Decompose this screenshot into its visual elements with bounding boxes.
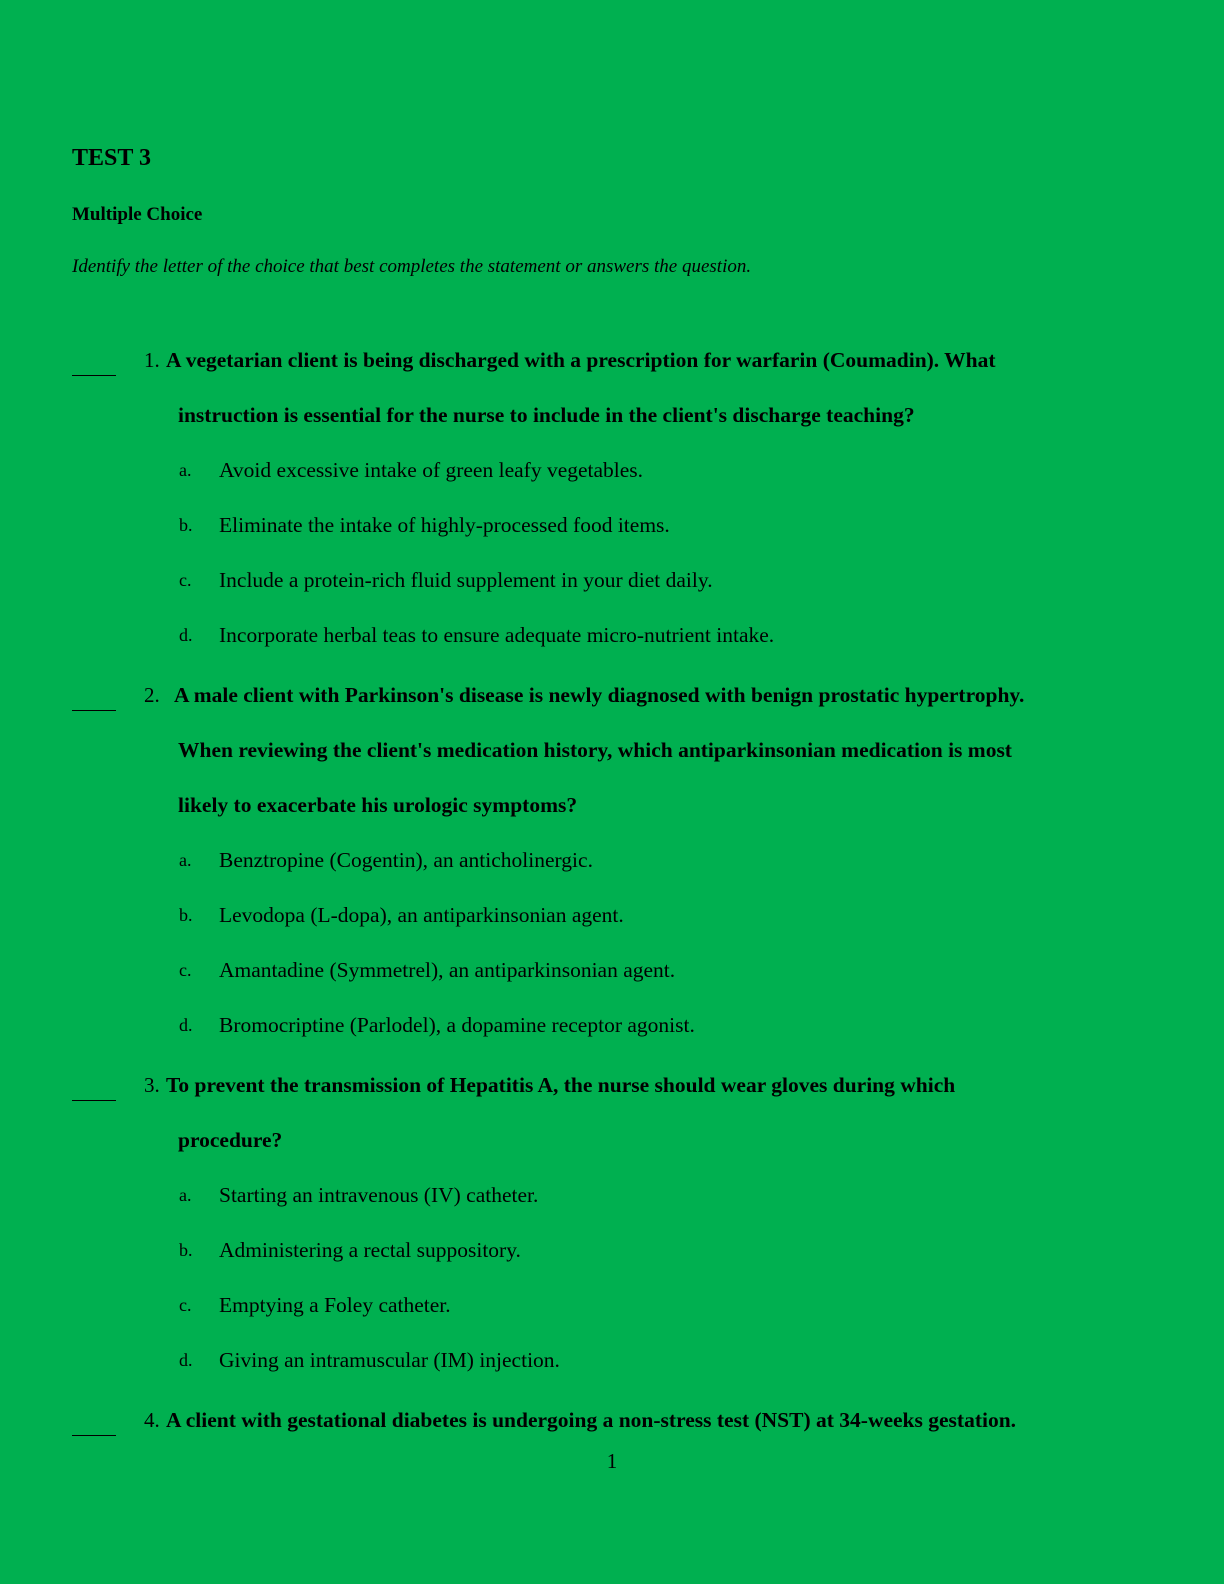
choice-c	[179, 1290, 1119, 1345]
choice-text: Include a protein-rich fluid supplement in your diet daily.	[219, 568, 713, 592]
stem-line: To prevent the transmission of Hepatitis A, the nurse should wear gloves during which	[166, 1073, 956, 1097]
choice-c	[179, 565, 1119, 620]
choice-letter: c.	[179, 960, 192, 980]
choice-text: Administering a rectal suppository.	[219, 1238, 521, 1262]
choice-text: Emptying a Foley catheter.	[219, 1293, 451, 1317]
choice-letter: a.	[179, 460, 192, 480]
choice-d	[179, 620, 1119, 675]
choice-d	[179, 1345, 1119, 1400]
answer-blank[interactable]	[72, 1405, 116, 1436]
choice-text: Incorporate herbal teas to ensure adequate micro-nutrient intake.	[219, 623, 775, 647]
choice-letter: a.	[179, 1185, 192, 1205]
choice-text: Starting an intravenous (IV) catheter.	[219, 1183, 539, 1207]
question-stem	[166, 345, 1176, 455]
page-number: 1	[606, 1449, 618, 1473]
answer-blank[interactable]	[72, 345, 116, 376]
answer-blank[interactable]	[72, 1070, 116, 1101]
stem-line: instruction is essential for the nurse to include in the client's discharge teaching?	[178, 403, 915, 427]
stem-line: A male client with Parkinson's disease is newly diagnosed with benign prostatic hypertrophy.	[174, 683, 1025, 707]
question-number: 2.	[144, 683, 160, 707]
stem-line: procedure?	[178, 1128, 283, 1152]
question-number: 3.	[144, 1073, 160, 1097]
choice-b	[179, 1235, 1119, 1290]
choice-list	[179, 845, 1119, 1065]
choice-text: Bromocriptine (Parlodel), a dopamine receptor agonist.	[219, 1013, 695, 1037]
answer-blank[interactable]	[72, 680, 116, 711]
choice-letter: c.	[179, 1295, 192, 1315]
question-number: 4.	[144, 1408, 160, 1432]
choice-text: Giving an intramuscular (IM) injection.	[219, 1348, 560, 1372]
choice-b	[179, 900, 1119, 955]
choice-c	[179, 955, 1119, 1010]
choice-list	[179, 455, 1119, 675]
choice-text: Avoid excessive intake of green leafy vegetables.	[219, 458, 644, 482]
choice-d	[179, 1010, 1119, 1065]
question-number: 1.	[144, 348, 160, 372]
stem-line: When reviewing the client's medication history, which antiparkinsonian medication is most	[178, 738, 1012, 762]
test-title: TEST 3	[72, 145, 151, 171]
choice-text: Levodopa (L-dopa), an antiparkinsonian agent.	[219, 903, 624, 927]
instructions-text: Identify the letter of the choice that best completes the statement or answers the question.	[72, 256, 752, 277]
choice-a	[179, 1180, 1119, 1235]
section-heading: Multiple Choice	[72, 204, 203, 225]
choice-letter: b.	[179, 1240, 193, 1260]
choice-b	[179, 510, 1119, 565]
choice-a	[179, 845, 1119, 900]
stem-line: likely to exacerbate his urologic symptoms?	[178, 793, 578, 817]
choice-letter: d.	[179, 1015, 193, 1035]
choice-letter: d.	[179, 1350, 193, 1370]
choice-a	[179, 455, 1119, 510]
choice-letter: b.	[179, 905, 193, 925]
choice-text: Eliminate the intake of highly-processed food items.	[219, 513, 670, 537]
choice-letter: c.	[179, 570, 192, 590]
choice-list	[179, 1180, 1119, 1400]
choice-text: Benztropine (Cogentin), an anticholinergic.	[219, 848, 593, 872]
stem-line: A client with gestational diabetes is undergoing a non-stress test (NST) at 34-weeks gestation.	[166, 1408, 1017, 1432]
choice-text: Amantadine (Symmetrel), an antiparkinsonian agent.	[219, 958, 676, 982]
choice-letter: a.	[179, 850, 192, 870]
question-stem	[174, 680, 1184, 845]
question-stem	[166, 1070, 1176, 1180]
choice-letter: d.	[179, 625, 193, 645]
choice-letter: b.	[179, 515, 193, 535]
stem-line: A vegetarian client is being discharged with a prescription for warfarin (Coumadin). What	[166, 348, 996, 372]
